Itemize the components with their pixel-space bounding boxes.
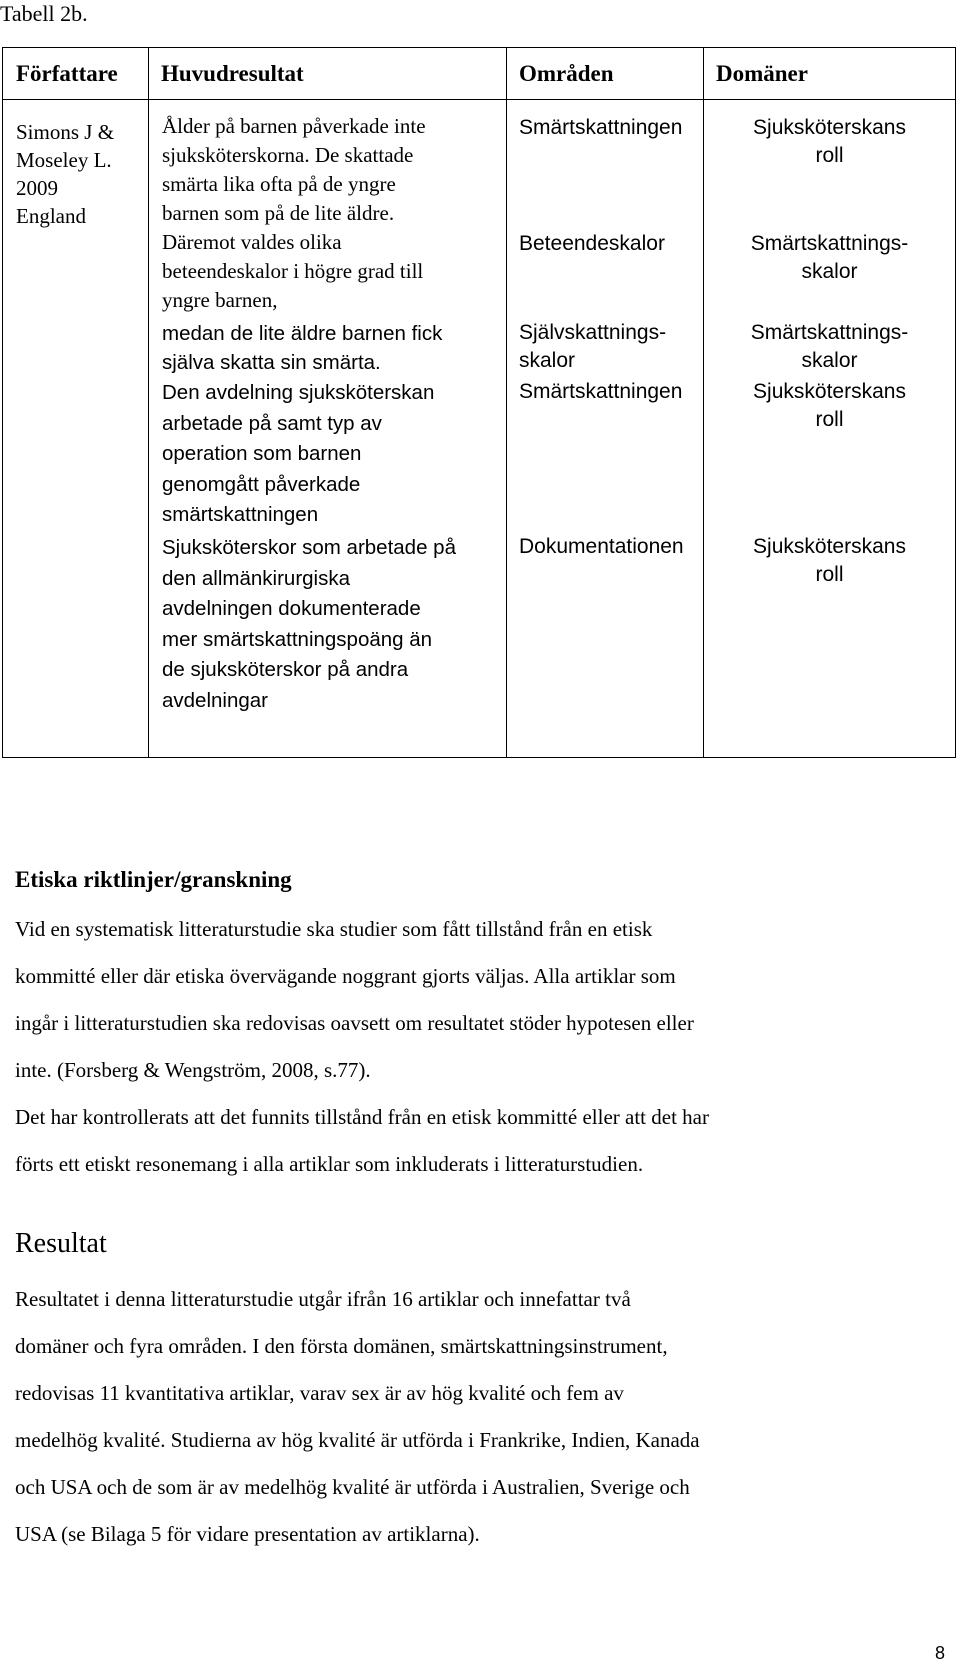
area-entry [519,533,684,561]
result-segment [162,378,434,531]
area-line: Dokumentationen [519,535,684,558]
table-caption: Tabell 2b. [0,1,88,26]
header-domains: Domäner [704,48,956,100]
result-segment [162,228,423,315]
domain-line: Smärtskattnings- [750,232,909,255]
table-header-row [3,48,956,100]
ethics-line: Det har kontrollerats att det funnits tillstånd från en etisk kommitté eller att det har [15,1105,709,1129]
result-line: medan de lite äldre barnen fick [162,322,443,345]
domain-entry [704,230,955,286]
result-line: avdelningar [162,688,268,712]
domain-line: skalor [801,349,858,372]
domain-line: roll [815,144,844,167]
results-line: redovisas 11 kvantitativa artiklar, varav sex är av hög kvalité och fem av [15,1381,624,1405]
area-line: Smärtskattningen [519,116,683,139]
result-line: Däremot valdes olika [162,230,342,254]
page-number: 8 [934,1643,945,1663]
result-line: själva skatta sin smärta. [162,351,381,374]
domain-line: skalor [801,260,858,283]
ethics-paragraph [15,906,709,1188]
result-line: Sjuksköterskor som arbetade på [162,536,456,559]
area-line: Beteendeskalor [519,232,665,255]
result-line: de sjuksköterskor på andra [162,658,409,681]
result-line: mer smärtskattningspoäng än [162,627,433,651]
result-line: sjuksköterskorna. De skattade [162,143,414,167]
ethics-line: inte. (Forsberg & Wengström, 2008, s.77). [15,1058,371,1082]
result-line: avdelningen dokumenterade [162,597,421,620]
author-cell [3,100,149,758]
result-line: beteendeskalor i högre grad till [162,259,424,283]
result-line: yngre barnen, [162,288,278,312]
area-entry [519,114,682,142]
header-areas: Områden [507,48,704,100]
result-line: arbetade på samt typ av [162,411,382,435]
table-row [3,100,956,758]
area-line: skalor [519,349,576,372]
domain-entry [704,114,955,170]
domain-line: Sjuksköterskans [753,535,906,558]
area-entry [519,378,682,406]
domains-cell [704,100,956,758]
studies-table [2,47,956,758]
author-line: England [16,204,86,228]
result-line: smärta lika ofta på de yngre [162,172,396,196]
results-line: Resultatet i denna litteraturstudie utgår ifrån 16 artiklar och innefattar två [15,1287,631,1311]
result-line: genomgått påverkade [162,472,361,496]
domain-line: Smärtskattnings- [750,321,909,344]
header-author: Författare [3,48,149,100]
domain-line: Sjuksköterskans [753,116,906,139]
ethics-line: ingår i litteraturstudien ska redovisas oavsett om resultatet stöder hypotesen eller [15,1011,694,1035]
result-line: Ålder på barnen påverkade inte [162,114,426,138]
area-entry [519,230,665,258]
domain-entry [704,378,955,434]
domain-line: Sjuksköterskans [753,380,906,403]
result-line: smärtskattningen [162,503,319,526]
results-line: USA (se Bilaga 5 för vidare presentation av artiklarna). [15,1522,480,1546]
author-line: 2009 [16,176,58,200]
domain-entry [704,533,955,589]
result-line: barnen som på de lite äldre. [162,201,395,225]
author-line: Moseley L. [16,148,112,172]
ethics-line: kommitté eller där etiska övervägande noggrant gjorts väljas. Alla artiklar som [15,964,676,988]
ethics-line: förts ett etiskt resonemang i alla artiklar som inkluderats i litteraturstudien. [15,1152,644,1176]
results-line: och USA och de som är av medelhög kvalité är utförda i Australien, Sverige och [15,1475,690,1499]
result-segment [162,319,442,377]
results-heading: Resultat [15,1228,107,1259]
result-line: Den avdelning sjuksköterskan [162,381,435,404]
domain-line: roll [815,563,844,586]
header-main-result: Huvudresultat [149,48,507,100]
area-line: Självskattnings- [519,321,667,344]
area-entry [519,319,666,375]
result-line: operation som barnen [162,442,362,465]
author-line: Simons J & [16,120,115,144]
results-paragraph [15,1276,700,1558]
domain-entry [704,319,955,375]
ethics-heading: Etiska riktlinjer/granskning [15,867,292,892]
results-line: medelhög kvalité. Studierna av hög kvalité är utförda i Frankrike, Indien, Kanada [15,1428,700,1452]
result-segment [162,533,456,716]
domain-line: roll [815,408,844,431]
result-segment [162,112,426,228]
results-cell [149,100,507,758]
areas-cell [507,100,704,758]
results-line: domäner och fyra områden. I den första domänen, smärtskattningsinstrument, [15,1334,668,1358]
area-line: Smärtskattningen [519,380,683,403]
result-line: den allmänkirurgiska [162,566,351,590]
ethics-line: Vid en systematisk litteraturstudie ska studier som fått tillstånd från en etisk [15,917,653,941]
